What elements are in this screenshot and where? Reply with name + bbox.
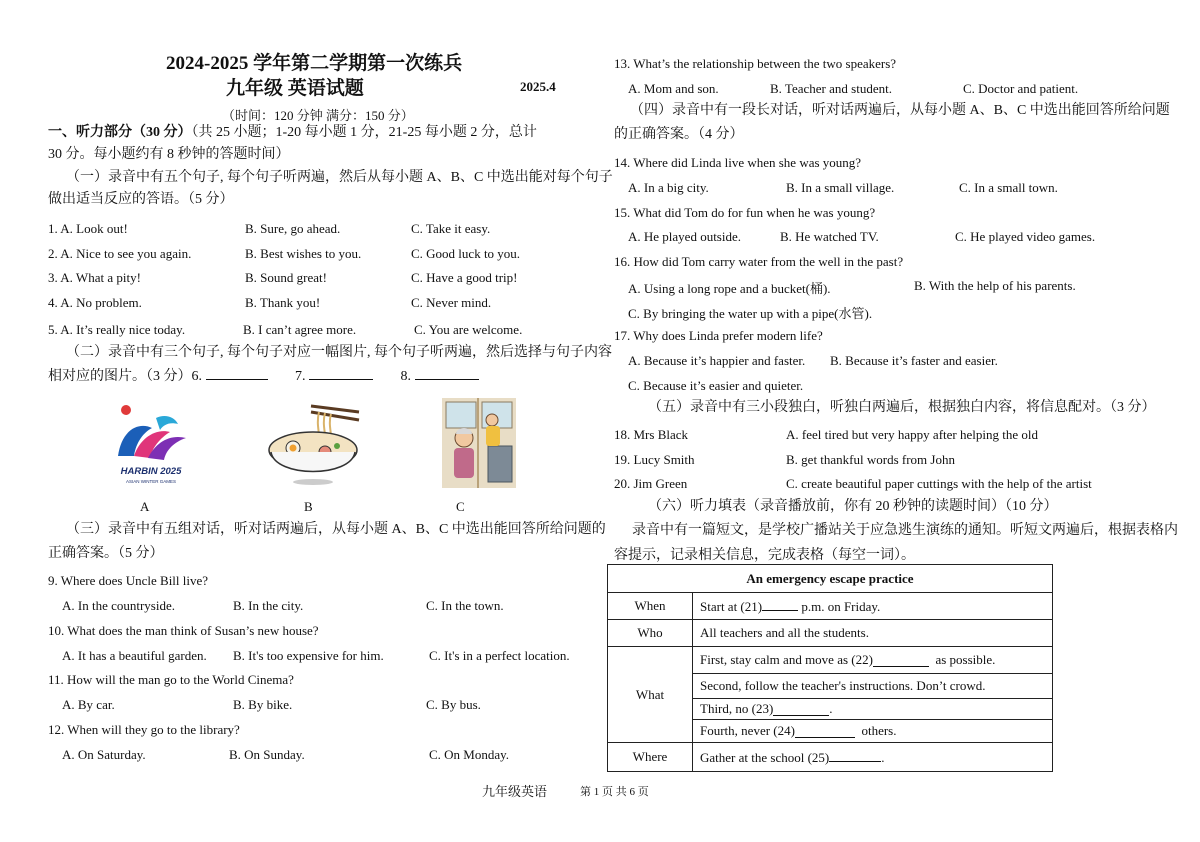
exam-title: 2024-2025 学年第二学期第一次练兵	[166, 53, 463, 74]
section-four-instruction-1: （四）录音中有一段长对话，听对话两遍后，从每小题 A、B、C 中选出能回答所给问题	[630, 103, 1170, 118]
q4-option-a: 4. A. No problem.	[48, 295, 142, 310]
q11-question: 11. How will the man go to the World Cinema?	[48, 672, 294, 687]
footer-subject: 九年级英语	[482, 784, 548, 799]
picture-c-label: C	[456, 499, 465, 514]
section-one-instruction-2: 做出适当反应的答语。（5 分）	[48, 192, 234, 207]
part-one-desc-2: 30 分。每小题约有 8 秒钟的答题时间）	[48, 147, 290, 162]
part-one-title: 一、听力部分（30 分）	[48, 125, 192, 140]
answer-blank-6[interactable]	[206, 367, 268, 380]
q15-question: 15. What did Tom do for fun when he was young?	[614, 205, 876, 220]
q9-question: 9. Where does Uncle Bill live?	[48, 573, 209, 588]
q16-option-a: A. Using a long rope and a bucket(桶).	[628, 281, 831, 296]
table-row-where	[608, 743, 1053, 772]
q19-option: B. get thankful words from John	[786, 452, 955, 467]
emergency-practice-table	[607, 564, 1053, 772]
q14-option-a: A. In a big city.	[628, 180, 709, 195]
table-label-when: When	[608, 593, 693, 620]
table-value-when	[693, 593, 1053, 620]
what-4-prefix: Fourth, never (24)	[700, 723, 795, 738]
table-title: An emergency escape practice	[608, 565, 1053, 593]
q12-option-b: B. On Sunday.	[229, 747, 305, 762]
q1-option-b: B. Sure, go ahead.	[245, 221, 341, 236]
section-six-desc-2: 容提示，记录相关信息，完成表格（每空一词）。	[614, 548, 915, 563]
q17-option-c: C. Because it’s easier and quieter.	[628, 378, 804, 393]
q14-question: 14. Where did Linda live when she was young?	[614, 155, 862, 170]
q12-option-c: C. On Monday.	[429, 747, 510, 762]
q3-option-c: C. Have a good trip!	[411, 270, 518, 285]
answer-blank-24[interactable]	[795, 725, 855, 738]
q11-option-b: B. By bike.	[233, 697, 293, 712]
section-two-q6-label: 相对应的图片。（3 分）6.	[48, 369, 202, 384]
what-line-4	[693, 720, 1052, 742]
q2-option-c: C. Good luck to you.	[411, 246, 521, 261]
q16-option-b: B. With the help of his parents.	[914, 278, 1076, 293]
q10-option-b: B. It's too expensive for him.	[233, 648, 384, 663]
section-two-instruction-2	[48, 366, 479, 388]
when-suffix: p.m. on Friday.	[798, 598, 881, 614]
q3-option-a: 3. A. What a pity!	[48, 270, 141, 285]
answer-blank-22[interactable]	[873, 654, 929, 667]
section-five-instruction: （五）录音中有三小段独白，听独白两遍后，根据独白内容，将信息配对。（3 分）	[648, 400, 1156, 415]
when-prefix: Start at (21)	[700, 598, 763, 614]
section-six-desc-1: 录音中有一篇短文，是学校广播站关于应急逃生演练的通知。听短文两遍后，根据表格内	[632, 523, 1178, 538]
table-row-when	[608, 593, 1053, 620]
q16-option-c: C. By bringing the water up with a pipe(水管).	[628, 306, 873, 321]
section-two-q7-label: 7.	[295, 369, 306, 384]
q17-option-b: B. Because it’s faster and easier.	[830, 353, 998, 368]
section-three-instruction-2: 正确答案。（5 分）	[48, 546, 164, 561]
section-four-instruction-2: 的正确答案。（4 分）	[614, 127, 744, 142]
q3-option-b: B. Sound great!	[245, 270, 327, 285]
what-1-suffix: as possible.	[928, 652, 996, 667]
logo-text-sub: ASIAN WINTER GAMES	[125, 479, 177, 484]
q11-option-c: C. By bus.	[426, 697, 481, 712]
q5-option-c: C. You are welcome.	[414, 322, 523, 337]
bus-scene-icon	[442, 398, 516, 488]
q13-option-c: C. Doctor and patient.	[963, 81, 1079, 96]
table-row-who	[608, 620, 1053, 647]
noodle-bowl-icon	[263, 398, 363, 488]
table-value-who: All teachers and all the students.	[693, 620, 1053, 647]
section-three-instruction-1: （三）录音中有五组对话，听对话两遍后，从每小题 A、B、C 中选出能回答所给问题的	[66, 522, 606, 537]
exam-subtitle: 九年级 英语试题	[226, 78, 364, 99]
q2-option-a: 2. A. Nice to see you again.	[48, 246, 192, 261]
q17-question: 17. Why does Linda prefer modern life?	[614, 328, 823, 343]
harbin-2025-logo	[108, 398, 194, 488]
q18-name: 18. Mrs Black	[614, 427, 689, 442]
table-row-what	[608, 647, 1053, 743]
what-4-suffix: others.	[854, 723, 897, 738]
table-label-where: Where	[608, 743, 693, 772]
what-line-3	[693, 699, 1052, 720]
q1-option-a: 1. A. Look out!	[48, 221, 128, 236]
time-info: （时间：120 分钟 满分：150 分）	[222, 108, 414, 123]
q9-option-a: A. In the countryside.	[62, 598, 176, 613]
where-prefix: Gather at the school (25)	[700, 749, 830, 765]
logo-text-main: HARBIN 2025	[120, 466, 182, 477]
q4-option-c: C. Never mind.	[411, 295, 492, 310]
section-six-instruction: （六）听力填表（录音播放前，你有 20 秒钟的读题时间）（10 分）	[648, 499, 1058, 514]
q5-option-a: 5. A. It’s really nice today.	[48, 322, 186, 337]
answer-blank-7[interactable]	[309, 367, 373, 380]
where-suffix: .	[881, 749, 885, 765]
what-3-suffix: .	[829, 701, 833, 716]
section-one-instruction-1: （一）录音中有五个句子, 每个句子听两遍，然后从每小题 A、B、C 中选出能对每个句子	[66, 170, 613, 185]
q12-question: 12. When will they go to the library?	[48, 722, 240, 737]
part-one-line	[48, 122, 537, 144]
q20-name: 20. Jim Green	[614, 476, 688, 491]
what-line-1	[693, 647, 1052, 674]
q19-name: 19. Lucy Smith	[614, 452, 695, 467]
answer-blank-25[interactable]	[829, 749, 881, 762]
q11-option-a: A. By car.	[62, 697, 115, 712]
what-line-2: Second, follow the teacher's instructions. Don’t crowd.	[693, 674, 1052, 699]
noodle-bowl-image	[263, 398, 363, 488]
section-two-instruction-1: （二）录音中有三个句子, 每个句子对应一幅图片, 每个句子听两遍，然后选择与句子内容	[66, 345, 612, 360]
q20-option: C. create beautiful paper cuttings with the help of the artist	[786, 476, 1092, 491]
q12-option-a: A. On Saturday.	[62, 747, 146, 762]
q10-question: 10. What does the man think of Susan’s new house?	[48, 623, 319, 638]
picture-b-label: B	[304, 499, 313, 514]
exam-date: 2025.4	[520, 79, 556, 94]
q16-question: 16. How did Tom carry water from the well in the past?	[614, 254, 904, 269]
part-one-desc: （共 25 小题；1-20 每小题 1 分，21-25 每小题 2 分，总计	[191, 125, 537, 140]
q15-option-b: B. He watched TV.	[780, 229, 879, 244]
q1-option-c: C. Take it easy.	[411, 221, 491, 236]
table-label-who: Who	[608, 620, 693, 647]
answer-blank-21[interactable]	[762, 598, 798, 611]
q14-option-c: C. In a small town.	[959, 180, 1058, 195]
q17-option-a: A. Because it’s happier and faster.	[628, 353, 806, 368]
q9-option-c: C. In the town.	[426, 598, 504, 613]
q15-option-c: C. He played video games.	[955, 229, 1096, 244]
table-value-where	[693, 743, 1053, 772]
answer-blank-8[interactable]	[415, 367, 479, 380]
table-value-what	[693, 647, 1053, 743]
answer-blank-23[interactable]	[773, 703, 829, 716]
table-label-what: What	[608, 647, 693, 743]
q14-option-b: B. In a small village.	[786, 180, 895, 195]
bus-seat-image	[442, 398, 516, 488]
q18-option: A. feel tired but very happy after helping the old	[786, 427, 1038, 442]
section-two-q8-label: 8.	[400, 369, 411, 384]
q10-option-c: C. It's in a perfect location.	[429, 648, 570, 663]
q13-question: 13. What’s the relationship between the two speakers?	[614, 56, 897, 71]
q10-option-a: A. It has a beautiful garden.	[62, 648, 207, 663]
q13-option-b: B. Teacher and student.	[770, 81, 892, 96]
q5-option-b: B. I can’t agree more.	[243, 322, 357, 337]
q13-option-a: A. Mom and son.	[628, 81, 719, 96]
what-1-prefix: First, stay calm and move as (22)	[700, 652, 873, 667]
q9-option-b: B. In the city.	[233, 598, 304, 613]
what-3-prefix: Third, no (23)	[700, 701, 774, 716]
q2-option-b: B. Best wishes to you.	[245, 246, 362, 261]
picture-a-label: A	[140, 499, 150, 514]
footer-page: 第 1 页 共 6 页	[580, 786, 649, 798]
harbin-logo-icon	[108, 398, 194, 488]
q15-option-a: A. He played outside.	[628, 229, 742, 244]
q4-option-b: B. Thank you!	[245, 295, 321, 310]
table-title-row	[608, 565, 1053, 593]
